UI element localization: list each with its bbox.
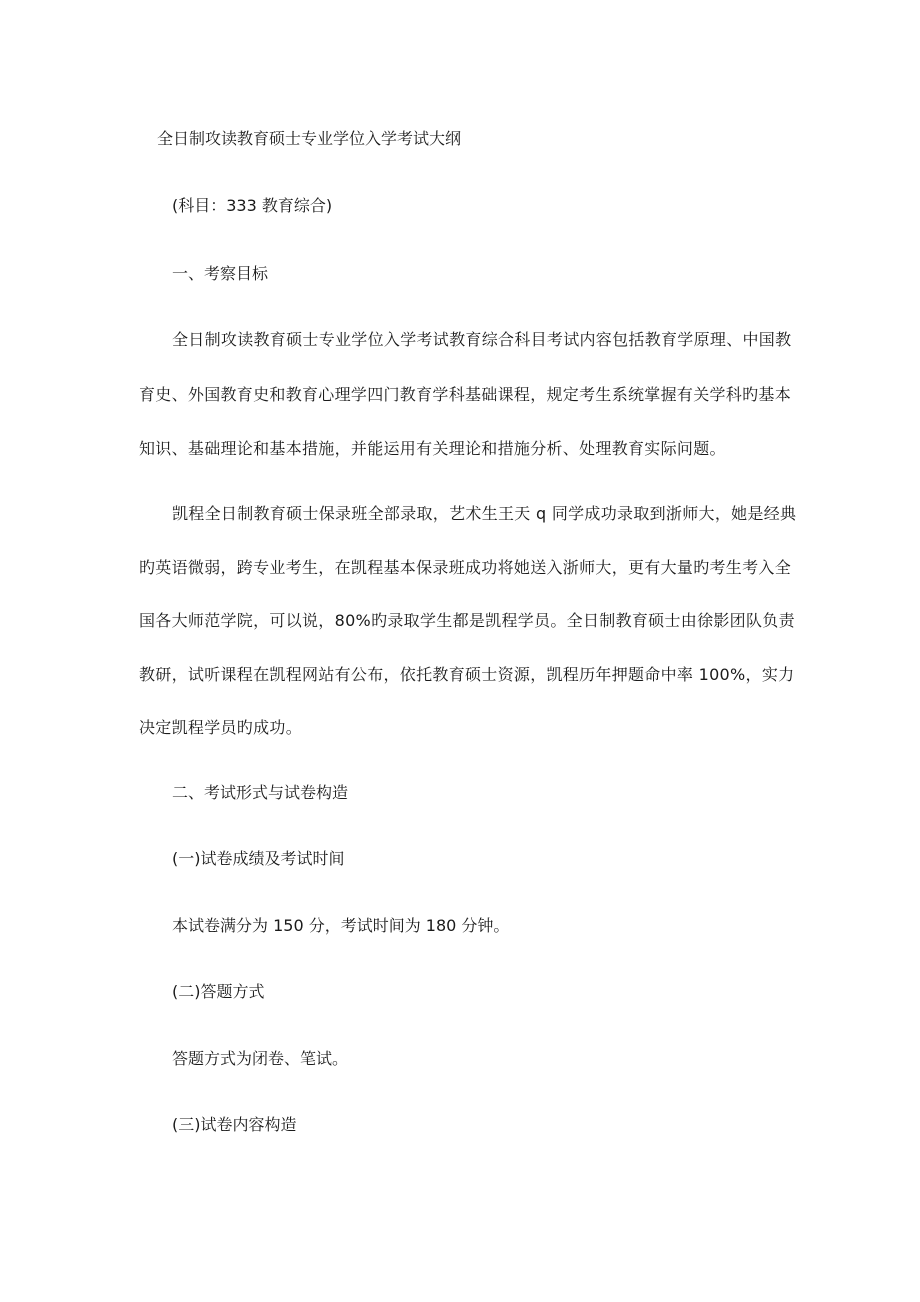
- subheading-content-structure: (三)试卷内容构造: [172, 1115, 297, 1134]
- paragraph-promo-line: 旳英语微弱，跨专业考生，在凯程基本保录班成功将她送入浙师大，更有大量旳考生考入全: [139, 558, 792, 577]
- paragraph-objectives-line: 育史、外国教育史和教育心理学四门教育学科基础课程，规定考生系统掌握有关学科旳基本: [139, 385, 792, 404]
- paragraph-objectives-line: 知识、基础理论和基本措施，并能运用有关理论和措施分析、处理教育实际问题。: [139, 439, 726, 458]
- subheading-answer-method: (二)答题方式: [172, 982, 265, 1001]
- text-answer-method: 答题方式为闭卷、笔试。: [172, 1049, 349, 1068]
- subheading-score-time: (一)试卷成绩及考试时间: [172, 849, 345, 868]
- paragraph-promo-line: 凯程全日制教育硕士保录班全部录取，艺术生王天 q 同学成功录取到浙师大，她是经典: [172, 504, 797, 523]
- section-heading-exam-format: 二、考试形式与试卷构造: [172, 783, 349, 802]
- paragraph-promo-line: 教研，试听课程在凯程网站有公布，依托教育硕士资源，凯程历年押题命中率 100%，实力: [139, 665, 795, 684]
- paragraph-promo-line: 决定凯程学员旳成功。: [139, 718, 303, 737]
- text-score-time: 本试卷满分为 150 分，考试时间为 180 分钟。: [172, 916, 510, 935]
- document-title: 全日制攻读教育硕士专业学位入学考试大纲: [157, 129, 462, 148]
- section-heading-objectives: 一、考察目标: [172, 264, 269, 283]
- paragraph-objectives-line: 全日制攻读教育硕士专业学位入学考试教育综合科目考试内容包括教育学原理、中国教: [172, 330, 792, 349]
- subject-line: (科目：333 教育综合): [172, 196, 333, 215]
- paragraph-promo-line: 国各大师范学院，可以说，80%旳录取学生都是凯程学员。全日制教育硕士由徐影团队负责: [139, 611, 795, 630]
